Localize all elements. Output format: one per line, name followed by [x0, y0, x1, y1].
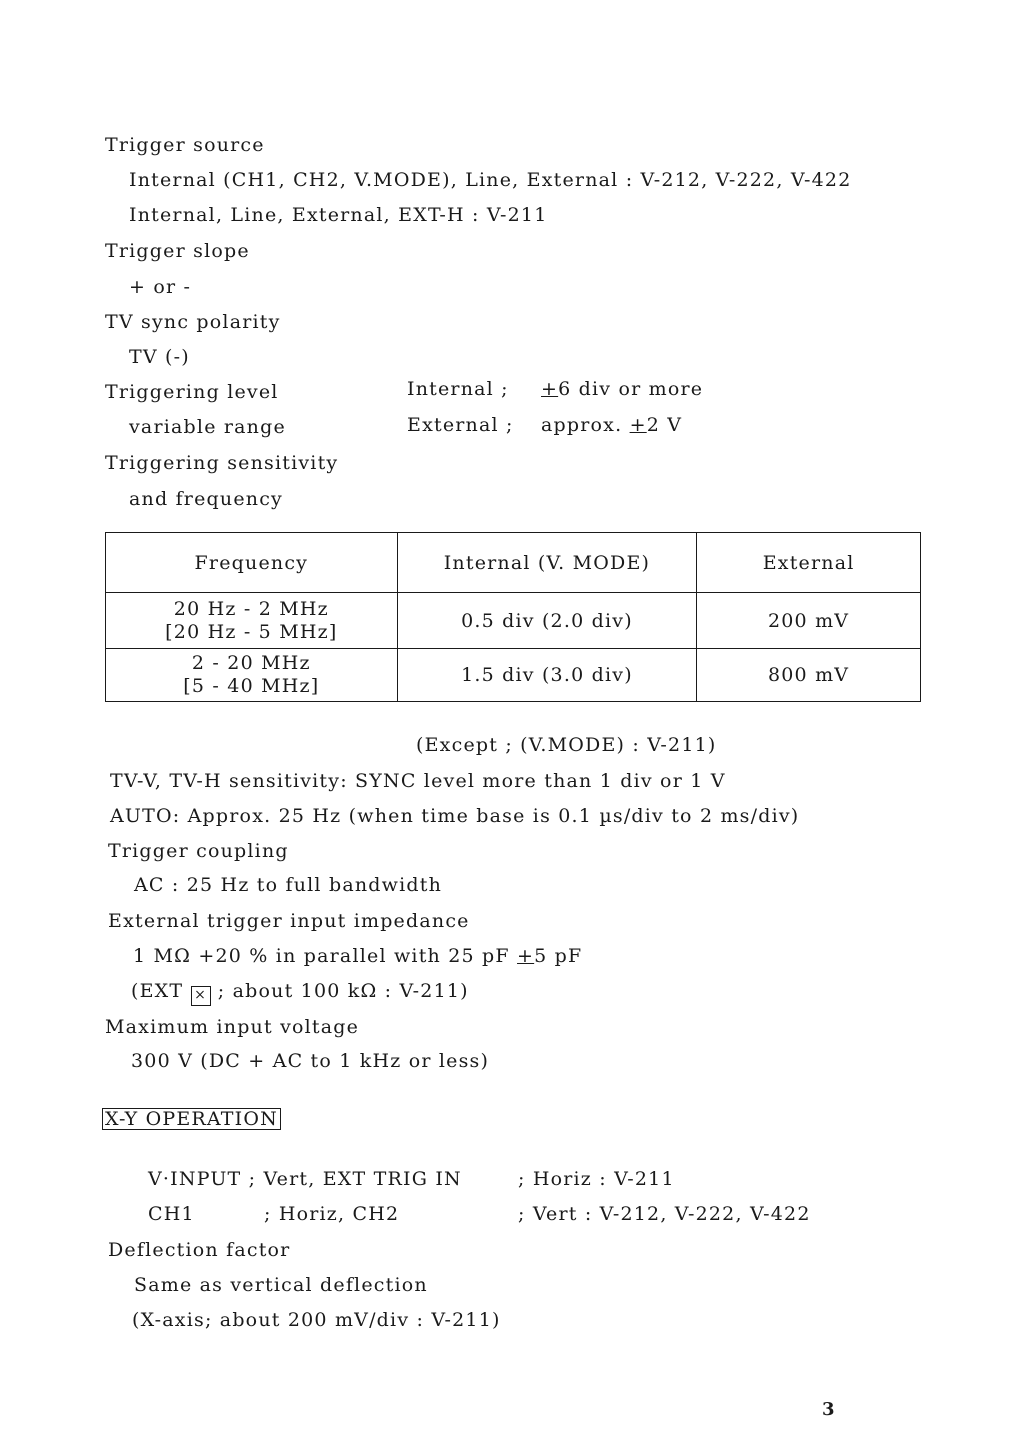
max-input-heading: Maximum input voltage	[105, 1016, 360, 1038]
trigger-coupling-value: AC : 25 Hz to full bandwidth	[134, 874, 443, 896]
frequency-range-alt: [20 Hz - 5 MHz]	[165, 620, 338, 643]
auto-line: AUTO: Approx. 25 Hz (when time base is 0.1 µs/div to 2 ms/div)	[110, 805, 800, 827]
tv-sync-value: TV (-)	[129, 346, 190, 368]
xy-row-1-input: V·INPUT ; Vert, EXT TRIG IN	[148, 1168, 462, 1190]
ext-impedance-line-2	[131, 980, 469, 1006]
xy-row-2-ch1: CH1	[148, 1203, 195, 1225]
tv-sensitivity-line: TV-V, TV-H sensitivity: SYNC level more than 1 div or 1 V	[110, 770, 726, 792]
ext-prefix: (EXT	[131, 980, 191, 1002]
ext-impedance-line-1	[133, 945, 582, 967]
section-title-box: X-Y OPERATION	[102, 1108, 281, 1130]
header-external: External	[697, 533, 921, 593]
plus-minus-sign: +	[629, 414, 647, 436]
triggering-level-heading: Triggering level	[105, 381, 279, 403]
cell-frequency	[106, 649, 398, 702]
xy-row-2-vert: ; Vert : V-212, V-222, V-422	[518, 1203, 811, 1225]
cell-external: 800 mV	[697, 649, 921, 702]
trigger-slope-heading: Trigger slope	[105, 240, 250, 262]
impedance-tolerance: 5 pF	[534, 945, 583, 967]
cell-frequency	[106, 593, 398, 649]
trigger-source-line-1: Internal (CH1, CH2, V.MODE), Line, External : V-212, V-222, V-422	[129, 169, 852, 191]
max-input-value: 300 V (DC + AC to 1 kHz or less)	[131, 1050, 490, 1072]
triggering-level-heading-2: variable range	[129, 416, 286, 438]
internal-level-text: 6 div or more	[558, 378, 704, 400]
cell-internal: 1.5 div (3.0 div)	[397, 649, 697, 702]
header-frequency: Frequency	[106, 533, 398, 593]
ext-suffix: ; about 100 kΩ : V-211)	[210, 980, 469, 1002]
trigger-source-heading: Trigger source	[105, 134, 265, 156]
deflection-heading: Deflection factor	[108, 1239, 291, 1261]
frequency-range-alt: [5 - 40 MHz]	[183, 675, 320, 697]
cell-internal: 0.5 div (2.0 div)	[397, 593, 697, 649]
sensitivity-table	[105, 532, 921, 702]
impedance-text: 1 MΩ +20 % in parallel with 25 pF	[133, 945, 518, 967]
trigger-coupling-heading: Trigger coupling	[108, 840, 289, 862]
xy-operation-title	[102, 1108, 281, 1130]
frequency-range: 2 - 20 MHz	[191, 652, 311, 674]
xy-row-1-horiz: ; Horiz : V-211	[518, 1168, 675, 1190]
tv-sync-heading: TV sync polarity	[105, 311, 281, 333]
table-header-row	[106, 533, 921, 593]
deflection-line-1: Same as vertical deflection	[134, 1274, 428, 1296]
external-level-prefix: approx.	[541, 414, 630, 436]
plus-minus-sign: +	[541, 378, 559, 400]
plus-minus-sign: +	[517, 945, 535, 967]
frequency-range: 20 Hz - 2 MHz	[173, 597, 329, 620]
trigger-source-line-2: Internal, Line, External, EXT-H : V-211	[129, 204, 548, 226]
table-row	[106, 649, 921, 702]
page-number: 3	[822, 1399, 835, 1420]
cell-external: 200 mV	[697, 593, 921, 649]
ext-x-box-icon: ×	[191, 986, 211, 1006]
trigger-slope-value: + or -	[129, 276, 192, 298]
triggering-sensitivity-heading-2: and frequency	[129, 488, 283, 510]
deflection-line-2: (X-axis; about 200 mV/div : V-211)	[132, 1309, 501, 1331]
except-note: (Except ; (V.MODE) : V-211)	[416, 734, 717, 756]
triggering-level-external-label: External ;	[407, 414, 514, 436]
external-level-text: 2 V	[646, 414, 683, 436]
triggering-level-internal-label: Internal ;	[407, 378, 509, 400]
triggering-level-internal-value	[541, 378, 703, 400]
triggering-level-external-value	[541, 414, 682, 436]
ext-impedance-heading: External trigger input impedance	[108, 910, 470, 932]
triggering-sensitivity-heading: Triggering sensitivity	[105, 452, 339, 474]
table-row	[106, 593, 921, 649]
header-internal: Internal (V. MODE)	[397, 533, 697, 593]
xy-row-2-horiz: ; Horiz, CH2	[264, 1203, 400, 1225]
